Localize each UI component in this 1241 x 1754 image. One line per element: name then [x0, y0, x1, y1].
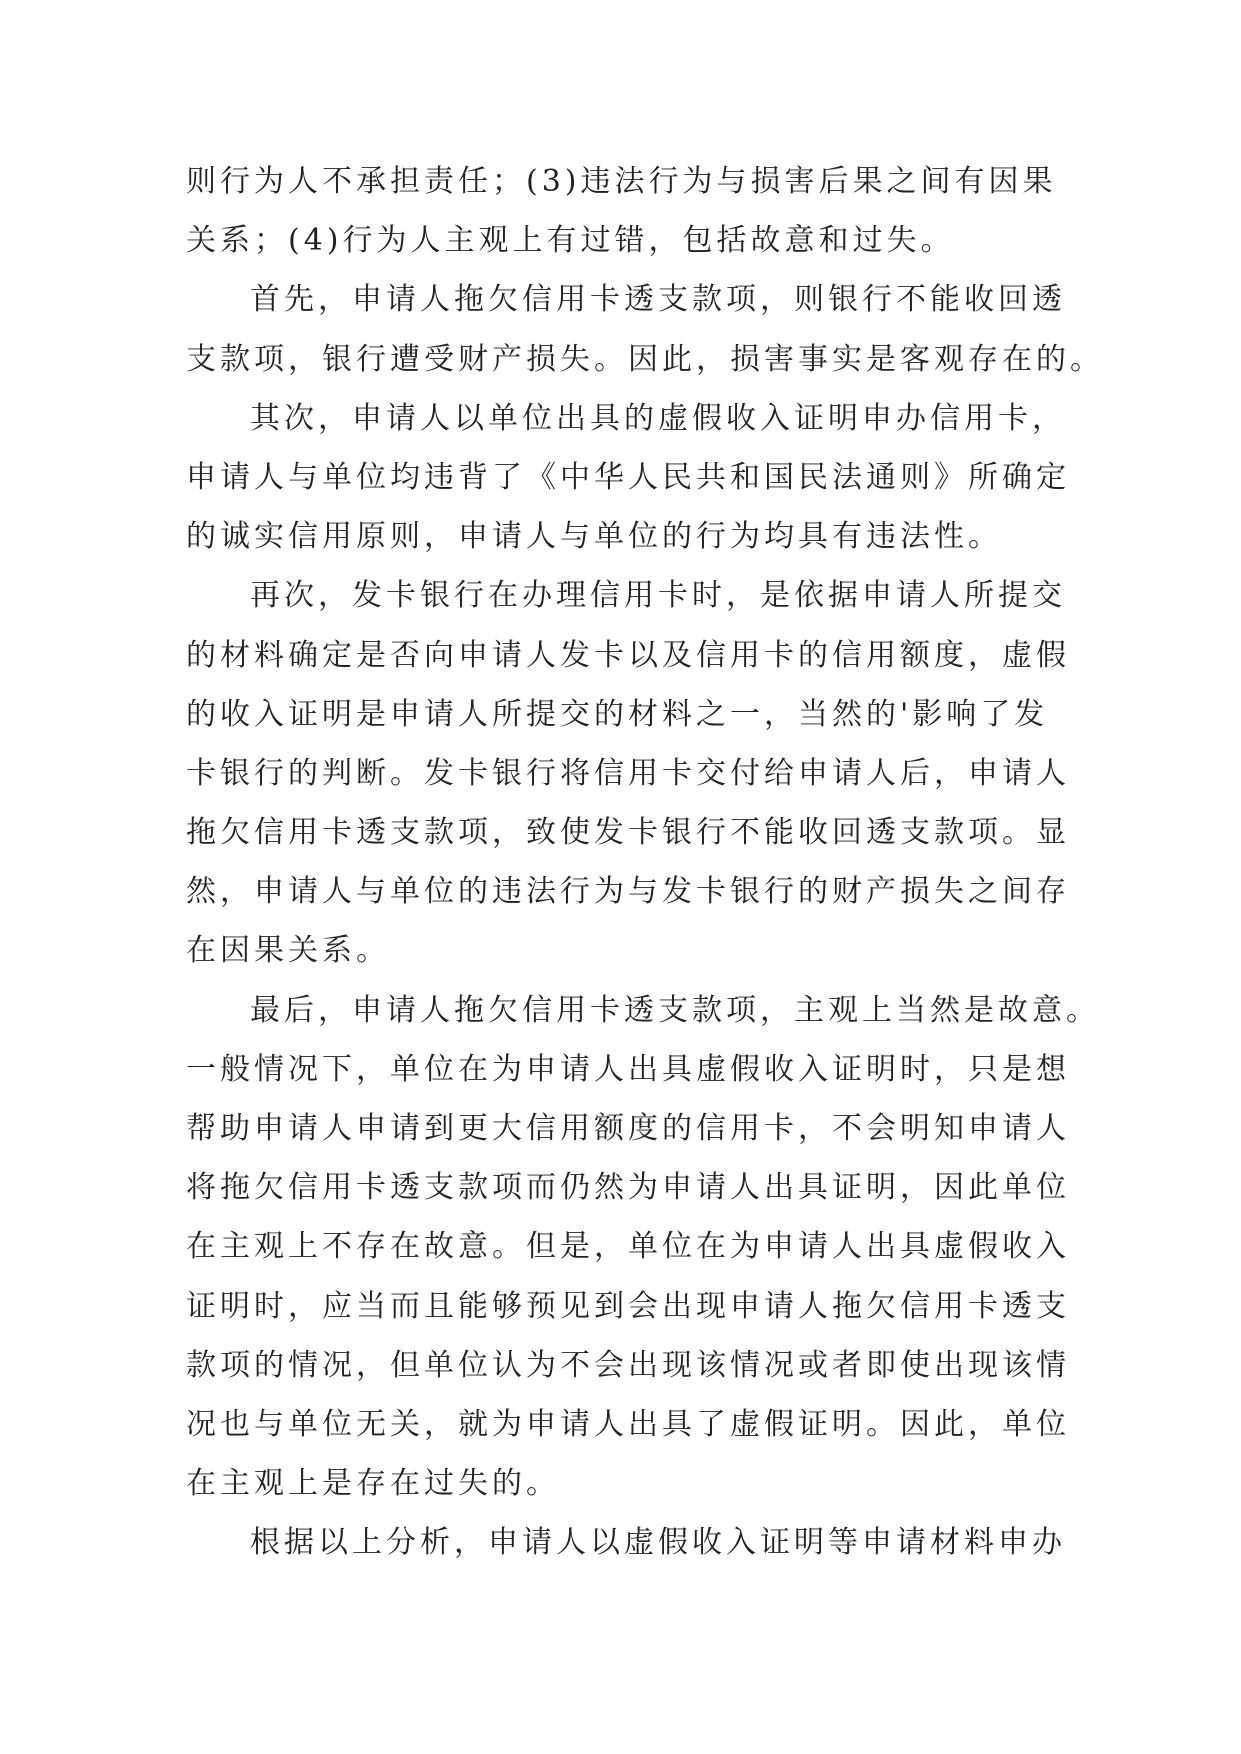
- text-line: 则行为人不承担责任；(3)违法行为与损害后果之间有因果: [186, 164, 1057, 199]
- text-line: 将拖欠信用卡透支款项而仍然为申请人出具证明，因此单位: [186, 1170, 1070, 1206]
- text-line: 其次，申请人以单位出具的虚假收入证明申办信用卡，: [250, 400, 1066, 436]
- text-line: 帮助申请人申请到更大信用额度的信用卡，不会明知申请人: [186, 1111, 1070, 1146]
- text-line: 首先，申请人拖欠信用卡透支款项，则银行不能收回透: [250, 282, 1066, 318]
- text-line: 的诚实信用原则，申请人与单位的行为均具有违法性。: [186, 519, 1002, 555]
- text-line: 再次，发卡银行在办理信用卡时，是依据申请人所提交: [250, 578, 1066, 614]
- text-line: 在主观上是存在过失的。: [186, 1466, 560, 1502]
- text-line: 况也与单位无关，就为申请人出具了虚假证明。因此，单位: [186, 1406, 1070, 1442]
- text-line: 根据以上分析，申请人以虚假收入证明等申请材料申办: [250, 1525, 1066, 1561]
- text-line: 拖欠信用卡透支款项，致使发卡银行不能收回透支款项。显: [186, 815, 1070, 851]
- text-line: 卡银行的判断。发卡银行将信用卡交付给申请人后，申请人: [186, 755, 1070, 791]
- document-body: [186, 152, 1104, 1573]
- text-line: 款项的情况，但单位认为不会出现该情况或者即使出现该情: [186, 1347, 1070, 1383]
- text-line: 关系；(4)行为人主观上有过错，包括故意和过失。: [186, 223, 955, 259]
- text-line: 的材料确定是否向申请人发卡以及信用卡的信用额度，虚假: [186, 637, 1070, 673]
- text-line: 最后，申请人拖欠信用卡透支款项，主观上当然是故意。: [250, 992, 1100, 1028]
- text-line: 在因果关系。: [186, 933, 390, 969]
- text-line: 支款项，银行遭受财产损失。因此，损害事实是客观存在的。: [186, 341, 1104, 377]
- text-line: 在主观上不存在故意。但是，单位在为申请人出具虚假收入: [186, 1229, 1070, 1265]
- text-line: 的收入证明是申请人所提交的材料之一，当然的'影响了发: [186, 696, 1049, 732]
- text-line: 证明时，应当而且能够预见到会出现申请人拖欠信用卡透支: [186, 1288, 1070, 1324]
- text-line: 一般情况下，单位在为申请人出具虚假收入证明时，只是想: [186, 1051, 1070, 1087]
- text-line: 然，申请人与单位的违法行为与发卡银行的财产损失之间存: [186, 874, 1070, 910]
- text-line: 申请人与单位均违背了《中华人民共和国民法通则》所确定: [186, 459, 1070, 495]
